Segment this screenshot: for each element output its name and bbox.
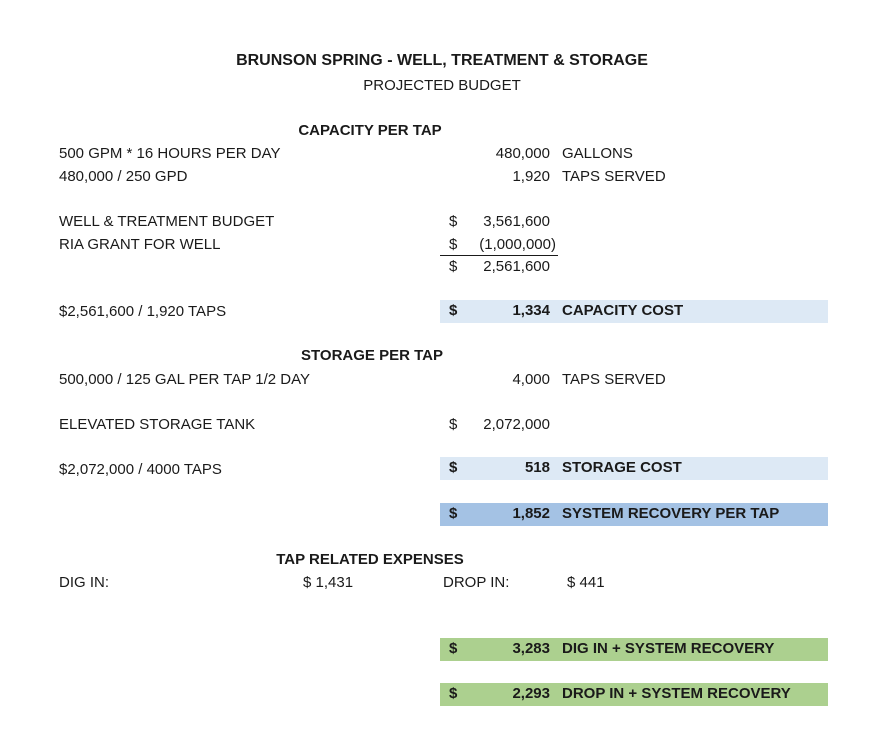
- tap-expenses-heading: TAP RELATED EXPENSES: [276, 551, 464, 568]
- storage-cost-band: [440, 457, 828, 480]
- capacity-heading: CAPACITY PER TAP: [298, 122, 442, 139]
- page-title: BRUNSON SPRING - WELL, TREATMENT & STORAGE: [236, 52, 648, 69]
- dig-in-label: DIG IN:: [59, 574, 110, 591]
- ria-grant-currency: $: [449, 236, 458, 253]
- dig-in-total-label: DIG IN + SYSTEM RECOVERY: [562, 640, 775, 657]
- drop-in-total-label: DROP IN + SYSTEM RECOVERY: [562, 685, 791, 702]
- well-budget-currency: $: [449, 213, 458, 230]
- capacity-cost-currency: $: [449, 302, 458, 319]
- tank-currency: $: [449, 416, 458, 433]
- taps-served-value: 1,920: [512, 168, 550, 185]
- page-subtitle: PROJECTED BUDGET: [363, 77, 521, 94]
- well-budget-value: 3,561,600: [483, 213, 550, 230]
- storage-taps-unit: TAPS SERVED: [562, 371, 666, 388]
- capacity-cost-value: 1,334: [512, 302, 550, 319]
- dig-in-value: $ 1,431: [303, 574, 354, 591]
- capacity-cost-band: [440, 300, 828, 323]
- capacity-cost-formula: $2,561,600 / 1,920 TAPS: [59, 303, 227, 320]
- subtotal-currency: $: [449, 258, 458, 275]
- storage-cost-label: STORAGE COST: [562, 459, 682, 476]
- subtotal-rule: [440, 255, 558, 256]
- drop-in-total-band: [440, 683, 828, 706]
- storage-taps-label: 500,000 / 125 GAL PER TAP 1/2 DAY: [59, 371, 310, 388]
- gallons-unit: GALLONS: [562, 145, 633, 162]
- drop-in-label: DROP IN:: [443, 574, 510, 591]
- gpd-label: 480,000 / 250 GPD: [59, 168, 188, 185]
- subtotal-value: 2,561,600: [483, 258, 550, 275]
- capacity-cost-label: CAPACITY COST: [562, 302, 684, 319]
- drop-in-total-value: 2,293: [512, 685, 550, 702]
- gpm-label: 500 GPM * 16 HOURS PER DAY: [59, 145, 281, 162]
- storage-taps-value: 4,000: [512, 371, 550, 388]
- storage-cost-currency: $: [449, 459, 458, 476]
- ria-grant-value: (1,000,000): [479, 236, 556, 253]
- system-recovery-currency: $: [449, 505, 458, 522]
- storage-heading: STORAGE PER TAP: [301, 347, 443, 364]
- well-budget-label: WELL & TREATMENT BUDGET: [59, 213, 275, 230]
- storage-cost-formula: $2,072,000 / 4000 TAPS: [59, 461, 222, 478]
- taps-served-unit: TAPS SERVED: [562, 168, 666, 185]
- system-recovery-value: 1,852: [512, 505, 550, 522]
- dig-in-total-value: 3,283: [512, 640, 550, 657]
- tank-value: 2,072,000: [483, 416, 550, 433]
- dig-in-total-currency: $: [449, 640, 458, 657]
- storage-cost-value: 518: [524, 459, 550, 476]
- drop-in-value: $ 441: [567, 574, 605, 591]
- ria-grant-label: RIA GRANT FOR WELL: [59, 236, 221, 253]
- drop-in-total-currency: $: [449, 685, 458, 702]
- system-recovery-label: SYSTEM RECOVERY PER TAP: [562, 505, 780, 522]
- system-recovery-band: [440, 503, 828, 526]
- tank-label: ELEVATED STORAGE TANK: [59, 416, 256, 433]
- gallons-value: 480,000: [495, 145, 550, 162]
- dig-in-total-band: [440, 638, 828, 661]
